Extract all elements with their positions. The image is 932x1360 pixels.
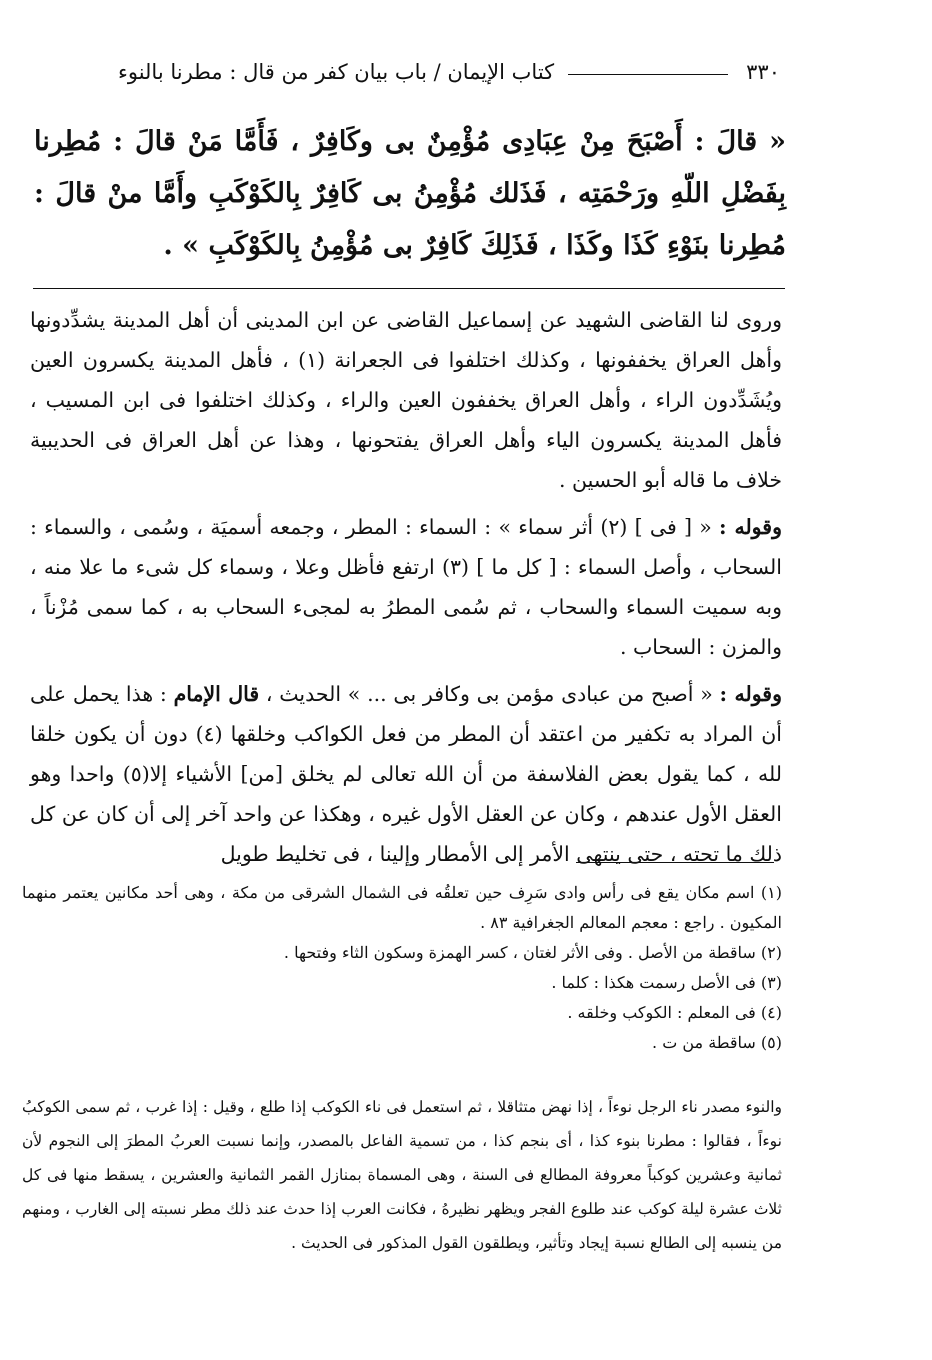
footnote: (٤) فى المعلم : الكوكب وخلقه .	[567, 1003, 782, 1022]
section-divider	[33, 288, 785, 289]
hadith-text: « قالَ : أَصْبَحَ مِنْ عِبَادِى مُؤْمِنٌ بى وكَافِرٌ ، فَأَمَّا مَنْ قالَ : مُطِرنا بِفَضْلِ اللّهِ ورَحْمَتِه ، فَذَلك مُؤْمِنُ بى كَافِرٌ بِالكَوْكَبِ وأَمَّا منْ قالَ : مُطِرنا بنَوْءِ كَذَا وكَذَا ، فَذَلِكَ كَافِرٌ بى مُؤْمِنُ بِالكَوْكَبِ » .	[34, 126, 786, 261]
commentary	[30, 300, 782, 881]
footnotes	[22, 878, 782, 1058]
paragraph-lead: وقوله :	[719, 682, 782, 706]
paragraph-body: : هذا يحمل على أن المراد به تكفير من اعتقد أن المطر من فعل الكواكب وخلقها (٤) دون أن يكون خلقا لله ، كما يقول بعض الفلاسفة من أن الله تعالى لم يخلق [من] الأشياء إلا(٥) واحدا وهو العقل الأول عندهم ، وكان عن العقل الأول غيره ، وهكذا عن واحد آخر إلى أن كان عن كل ذلك ما تحته ، حتى ينتهى الأمر إلى الأمطار وإلينا ، فى تخليط طويل	[30, 682, 782, 866]
footnote: (٣) فى الأصل رسمت هكذا : كلما .	[551, 973, 782, 992]
running-header	[28, 52, 780, 92]
paragraph-speaker: قال الإمام	[173, 682, 260, 706]
header-rule	[568, 74, 728, 75]
footnote: (٢) ساقطة من الأصل . وفى الأثر لغتان ، كسر الهمزة وسكون الثاء وفتحها .	[283, 943, 782, 962]
paragraph-quote: « أصبح من عبادى مؤمن بى وكافر بى ... » الحديث ،	[259, 682, 720, 706]
extra-note: والنوء مصدر ناء الرجل نوءاً ، إذا نهض متثاقلا ، ثم استعمل فى ناء الكوكب إذا طلع ، وقيل : إذا غرب ، ثم سمى الكوكبُ نوءاً ، فقالوا : مطرنا بنوء كذا ، أى بنجم كذا ، من تسمية الفاعل بالمصدر، وإنما نسبت العربُ المطرَ إلى النجوم لأن ثمانية وعشرين كوكباً معروفة المطالع فى السنة ، وهى المسماة بمنازل القمر الثمانية والعشرين ، يسقط منها فى كل ثلاث عشرة ليلة كوكب عند طلوع الفجر ويظهر نظيرهُ ، فكانت العرب إذا حدث عند ذلك مطر نسبته إلى الغارب ، ومنهم من ينسبه إلى الطالع نسبة إيجاد وتأثير، ويطلقون القول المذكور فى الحديث .	[22, 1098, 782, 1252]
footnote-divider	[576, 862, 774, 863]
paragraph-lead: وقوله :	[719, 515, 782, 539]
commentary-paragraph-1: وروى لنا القاضى الشهيد عن إسماعيل القاضى عن ابن المدينى أن أهل المدينة يشدِّدونها وأهل العراق يخففونها ، وكذلك اختلفوا فى الجعرانة (١) ، فأهل المدينة يكسرون العين ويُشَدِّدون الراء ، وأهل العراق يخففون العين والراء ، وكذلك اختلفوا فى ابن المسيب ، فأهل المدينة يكسرون الياء وأهل العراق يفتحونها ، وهذا عن أهل العراق فى الحديبية خلاف ما قاله أبو الحسين .	[30, 308, 782, 492]
running-title: كتاب الإيمان / باب بيان كفر من قال : مطرنا بالنوء	[117, 60, 555, 84]
page-number: ٣٣٠	[746, 60, 780, 84]
footnote: (١) اسم مكان يقع فى رأس وادى سَرِف حين تعلقُه فى الشمال الشرقى من مكة ، وهى أحد مكانين يعتمر منهما المكيون . راجع : معجم المعالم الجغرافية ٨٣ .	[22, 883, 782, 932]
paragraph-body: « [ فى ] (٢) أثر سماء » : السماء : المطر ، وجمعه أسميَة ، وسُمى ، والسماء : السحاب ، وأصل السماء : [ كل ما ] (٣) ارتفع فأظل وعلا ، وسماء كل شىء ما علا منه ، وبه سميت السماء والسحاب ، ثم سُمى المطرُ به لمجىء السحاب به ، كما سمى مُزْناً ، والمزن : السحاب .	[30, 515, 783, 659]
footnote: (٥) ساقطة من ت .	[652, 1033, 782, 1052]
commentary-paragraph-3	[30, 674, 782, 874]
commentary-paragraph-2	[30, 507, 782, 667]
